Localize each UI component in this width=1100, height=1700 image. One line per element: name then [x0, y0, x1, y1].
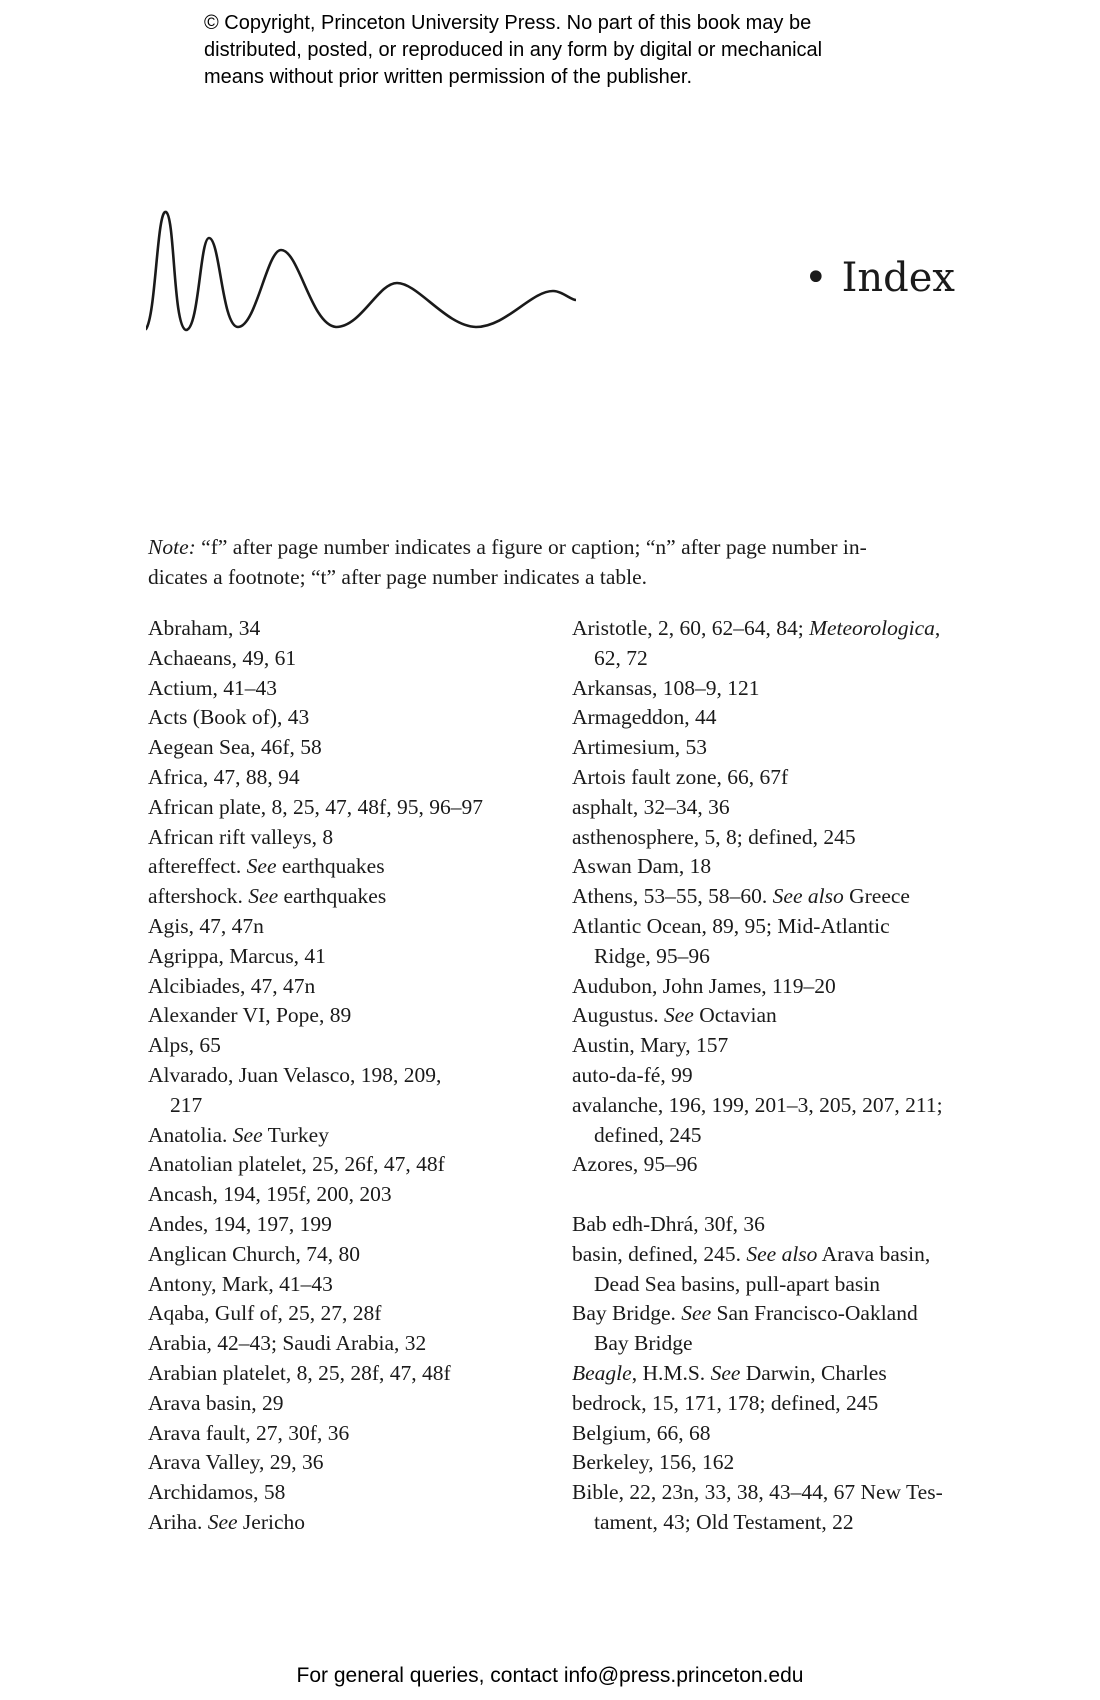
index-entry — [148, 733, 568, 763]
index-entry — [148, 1031, 568, 1061]
entry-text: earthquakes — [278, 884, 387, 909]
entry-text: Acts (Book of), 43 — [148, 705, 310, 730]
entry-text: Arava basin, — [817, 1241, 931, 1266]
page-title — [804, 254, 955, 302]
entry-text: Arava basin, 29 — [148, 1390, 284, 1415]
entry-text: Aqaba, Gulf of, 25, 27, 28f — [148, 1301, 382, 1326]
entry-text: Armageddon, 44 — [572, 705, 717, 730]
index-entry — [148, 1478, 568, 1508]
index-entry — [572, 1210, 992, 1240]
copyright-notice — [204, 10, 964, 91]
index-entry — [148, 1419, 568, 1449]
entry-text: basin, defined, 245. — [572, 1241, 747, 1266]
index-entry — [572, 1091, 992, 1151]
entry-text: aftershock. — [148, 884, 249, 909]
index-entry — [148, 1240, 568, 1270]
index-entry — [572, 912, 992, 972]
entry-text: Azores, 95–96 — [572, 1152, 698, 1177]
entry-continuation: Ridge, 95–96 — [594, 943, 710, 968]
entry-text: bedrock, 15, 171, 178; defined, 245 — [572, 1390, 879, 1415]
index-entry — [572, 733, 992, 763]
index-entry — [148, 1180, 568, 1210]
entry-continuation: 217 — [170, 1092, 203, 1117]
note-line: dicates a footnote; “t” after page number indicates a table. — [148, 565, 648, 589]
entry-cross-reference: See also — [772, 884, 844, 909]
index-column-right — [572, 614, 992, 1538]
index-entry — [572, 823, 992, 853]
index-entry — [148, 852, 568, 882]
entry-text: Belgium, 66, 68 — [572, 1420, 711, 1445]
entry-text: Agrippa, Marcus, 41 — [148, 943, 326, 968]
entry-continuation: Bay Bridge — [594, 1331, 693, 1356]
index-entry — [148, 1508, 568, 1538]
entry-text: Berkeley, 156, 162 — [572, 1450, 735, 1475]
entry-text: asthenosphere, 5, 8; defined, 245 — [572, 824, 856, 849]
copyright-line: distributed, posted, or reproduced in any form by digital or mechanical — [204, 39, 823, 61]
entry-continuation: tament, 43; Old Testament, 22 — [594, 1509, 854, 1534]
entry-text: , H.M.S. — [631, 1360, 711, 1385]
index-entry — [148, 1359, 568, 1389]
entry-text: San Francisco-Oakland — [711, 1301, 918, 1326]
entry-continuation: Dead Sea basins, pull-apart basin — [594, 1271, 880, 1296]
entry-text: Africa, 47, 88, 94 — [148, 764, 300, 789]
entry-text: earthquakes — [276, 854, 385, 879]
index-entry — [148, 1448, 568, 1478]
index-entry — [572, 1240, 992, 1300]
entry-text: avalanche, 196, 199, 201–3, 205, 207, 211; — [572, 1092, 943, 1117]
entry-text: Agis, 47, 47n — [148, 913, 264, 938]
entry-italic-term: Beagle — [572, 1360, 632, 1385]
entry-text: Arkansas, 108–9, 121 — [572, 675, 760, 700]
entry-text: Aristotle, 2, 60, 62–64, 84; — [572, 616, 810, 640]
index-entry — [572, 614, 992, 674]
index-entry — [572, 1031, 992, 1061]
index-entry — [148, 882, 568, 912]
entry-text: Bible, 22, 23n, 33, 38, 43–44, 67 New Tes- — [572, 1480, 943, 1505]
entry-text: , — [934, 616, 941, 640]
index-entry — [572, 703, 992, 733]
entry-text: Alps, 65 — [148, 1033, 221, 1058]
index-entry — [148, 1329, 568, 1359]
entry-text: Greece — [843, 884, 910, 909]
index-entry — [148, 793, 568, 823]
entry-text: Bay Bridge. — [572, 1301, 682, 1326]
index-entry — [148, 1389, 568, 1419]
index-entry — [148, 1061, 568, 1121]
entry-text: Arabian platelet, 8, 25, 28f, 47, 48f — [148, 1360, 451, 1385]
entry-continuation: defined, 245 — [594, 1122, 702, 1147]
damped-wave-ornament-icon — [146, 210, 576, 345]
entry-text: Bab edh-Dhrá, 30f, 36 — [572, 1211, 765, 1236]
index-entry — [148, 1210, 568, 1240]
index-entry — [148, 763, 568, 793]
index-entry — [148, 1121, 568, 1151]
note-label: Note: — [148, 535, 196, 559]
title-bullet: • — [804, 255, 828, 301]
index-entry — [572, 1419, 992, 1449]
entry-text: aftereffect. — [148, 854, 247, 879]
index-column-left — [148, 614, 568, 1538]
entry-text: Andes, 194, 197, 199 — [148, 1211, 332, 1236]
entry-text: African plate, 8, 25, 47, 48f, 95, 96–97 — [148, 794, 483, 819]
index-entry — [572, 1150, 992, 1180]
entry-cross-reference: See — [248, 884, 279, 909]
entry-text: asphalt, 32–34, 36 — [572, 794, 730, 819]
index-entry — [572, 882, 992, 912]
index-entry — [572, 1359, 992, 1389]
index-entry — [148, 1001, 568, 1031]
entry-text: Darwin, Charles — [740, 1360, 887, 1385]
entry-text: Alvarado, Juan Velasco, 198, 209, — [148, 1062, 442, 1087]
index-entry — [148, 703, 568, 733]
entry-text: Abraham, 34 — [148, 616, 261, 640]
index-entry — [148, 644, 568, 674]
entry-text: Achaeans, 49, 61 — [148, 645, 297, 670]
entry-text: Turkey — [262, 1122, 329, 1147]
entry-text: Archidamos, 58 — [148, 1480, 286, 1505]
entry-text: Antony, Mark, 41–43 — [148, 1271, 333, 1296]
entry-text: Artois fault zone, 66, 67f — [572, 764, 789, 789]
index-entry — [148, 972, 568, 1002]
title-text: Index — [841, 255, 955, 301]
copyright-line: means without prior written permission of the publisher. — [204, 66, 693, 88]
entry-text: Arava Valley, 29, 36 — [148, 1450, 324, 1475]
index-entry — [148, 1150, 568, 1180]
entry-text: Athens, 53–55, 58–60. — [572, 884, 773, 909]
footer-contact: For general queries, contact info@press.princeton.edu — [296, 1664, 804, 1687]
index-entry — [572, 1001, 992, 1031]
index-entry — [572, 1389, 992, 1419]
index-entry — [148, 1270, 568, 1300]
entry-text: Artimesium, 53 — [572, 735, 707, 760]
entry-text: Ancash, 194, 195f, 200, 203 — [148, 1182, 392, 1207]
entry-text: Jericho — [237, 1509, 306, 1534]
index-entry — [572, 674, 992, 704]
index-entry — [572, 1478, 992, 1538]
index-entry — [572, 1299, 992, 1359]
entry-text: Octavian — [693, 1003, 777, 1028]
index-entry — [572, 852, 992, 882]
index-entry — [148, 823, 568, 853]
index-entry — [148, 912, 568, 942]
entry-cross-reference: See — [232, 1122, 263, 1147]
entry-text: Aswan Dam, 18 — [572, 854, 712, 879]
entry-text: Austin, Mary, 157 — [572, 1033, 729, 1058]
entry-cross-reference: See — [681, 1301, 712, 1326]
entry-text: Arava fault, 27, 30f, 36 — [148, 1420, 350, 1445]
entry-cross-reference: Meteorologica — [809, 616, 935, 640]
copyright-line: © Copyright, Princeton University Press. No part of this book may be — [204, 12, 812, 34]
index-entry — [572, 763, 992, 793]
entry-text: auto-da-fé, 99 — [572, 1062, 693, 1087]
index-entry — [572, 1448, 992, 1478]
index-entry — [148, 1299, 568, 1329]
entry-text: Aegean Sea, 46f, 58 — [148, 735, 322, 760]
index-entry — [572, 793, 992, 823]
entry-text: Actium, 41–43 — [148, 675, 277, 700]
entry-text: Anatolian platelet, 25, 26f, 47, 48f — [148, 1152, 445, 1177]
entry-text: Atlantic Ocean, 89, 95; Mid-Atlantic — [572, 913, 890, 938]
entry-text: Augustus. — [572, 1003, 664, 1028]
entry-cross-reference: See — [246, 854, 277, 879]
entry-text: Alexander VI, Pope, 89 — [148, 1003, 352, 1028]
entry-text: Anglican Church, 74, 80 — [148, 1241, 360, 1266]
entry-cross-reference: See — [207, 1509, 238, 1534]
entry-text: Ariha. — [148, 1509, 208, 1534]
note-line — [148, 532, 960, 562]
entry-cross-reference: See — [710, 1360, 741, 1385]
entry-text: African rift valleys, 8 — [148, 824, 334, 849]
index-entry — [148, 674, 568, 704]
entry-text: Audubon, John James, 119–20 — [572, 973, 836, 998]
entry-text: Alcibiades, 47, 47n — [148, 973, 316, 998]
index-note — [148, 532, 960, 592]
index-entry — [572, 972, 992, 1002]
entry-cross-reference: See — [663, 1003, 694, 1028]
entry-text: Arabia, 42–43; Saudi Arabia, 32 — [148, 1331, 427, 1356]
index-entry — [148, 942, 568, 972]
index-entry — [572, 1061, 992, 1091]
entry-text: Anatolia. — [148, 1122, 233, 1147]
index-entry — [148, 614, 568, 644]
entry-cross-reference: See also — [746, 1241, 818, 1266]
entry-continuation: 62, 72 — [594, 645, 648, 670]
note-text: “f” after page number indicates a figure or caption; “n” after page number in- — [201, 535, 867, 559]
